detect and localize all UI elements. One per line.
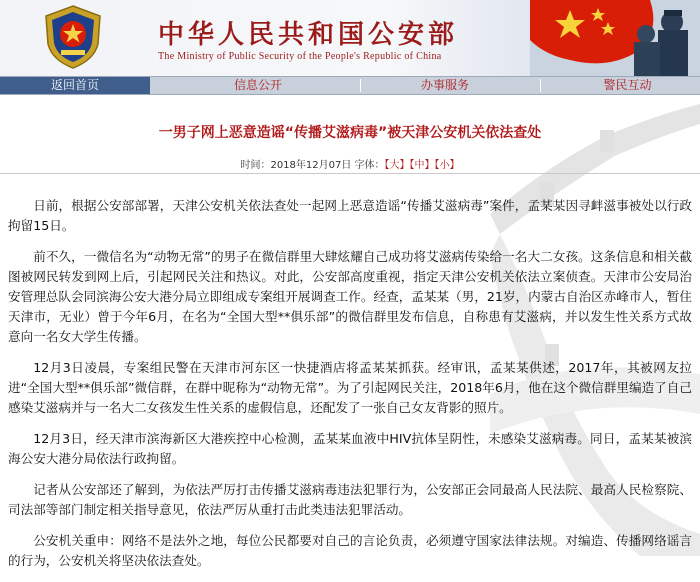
- article-body: [8, 196, 692, 582]
- site-title: 中华人民共和国公安部: [158, 20, 459, 50]
- site-subtitle: The Ministry of Public Security of the People's Republic of China: [158, 51, 442, 62]
- main-nav: [0, 76, 700, 95]
- nav-divider: [540, 79, 541, 92]
- nav-services[interactable]: 办事服务: [420, 78, 469, 92]
- divider: [0, 173, 700, 174]
- nav-home[interactable]: 返回首页: [0, 77, 150, 94]
- paragraph: 记者从公安部还了解到，为依法严厉打击传播艾滋病毒违法犯罪行为，公安部正会同最高人民法院、最高人民检察院、司法部等部门制定相关指导意见，依法严厉从重打击此类违法犯罪活动。: [8, 482, 692, 517]
- publish-date: 时间：2018年12月07日 字体：: [240, 160, 385, 171]
- nav-info-disclosure[interactable]: 信息公开: [233, 78, 282, 92]
- font-size-small-link[interactable]: 【小】: [434, 160, 460, 171]
- nav-divider: [360, 79, 361, 92]
- paragraph: 公安机关重申：网络不是法外之地，每位公民都要对自己的言论负责，必须遵守国家法律法规。对编造、传播网络谣言的行为，公安机关将坚决依法查处。: [8, 533, 692, 568]
- paragraph: 前不久，一微信名为“动物无常”的男子在微信群里大肆炫耀自己成功将艾滋病传染给一名大二女孩。这条信息和相关截图被网民转发到网上后，引起网民关注和热议。对此，公安部高度重视，指定天津公安机关依法立案侦查。天津市公安局治安管理总队会同滨海公安大港分局立即组成专案组开展调查工作。经查，孟某某（男，21岁，内蒙古自治区赤峰市人，暂住天津市，无业）曾于今年6月，在名为“全国大型**俱乐部”的微信群里发布信息，自称患有艾滋病，并以发生性关系方式故意向一名女大学生传播。: [8, 249, 692, 344]
- police-emblem-icon: [42, 4, 104, 70]
- article-title: 一男子网上恶意造谣“传播艾滋病毒”被天津公安机关依法查处: [158, 125, 542, 141]
- article-meta: [0, 156, 700, 171]
- flag-and-police-icon: [530, 0, 700, 76]
- paragraph: 12月3日，经天津市滨海新区大港疾控中心检测，孟某某血液中HIV抗体呈阴性，未感染艾滋病毒。同日，孟某某被滨海公安大港分局依法行政拘留。: [8, 431, 692, 466]
- paragraph: 日前，根据公安部部署，天津公安机关依法查处一起网上恶意造谣“传播艾滋病毒”案件，孟某某因寻衅滋事被处以行政拘留15日。: [8, 198, 692, 233]
- font-size-medium-link[interactable]: 【中】: [409, 160, 435, 171]
- site-header: [0, 0, 700, 76]
- nav-police-public-interaction[interactable]: 警民互动: [603, 78, 652, 92]
- font-size-large-link[interactable]: 【大】: [384, 160, 410, 171]
- paragraph: 12月3日凌晨，专案组民警在天津市河东区一快捷酒店将孟某某抓获。经审讯，孟某某供述，2017年，其被网友拉进“全国大型**俱乐部”微信群，在群中昵称为“动物无常”。为了引起网民关注，2018年6月，他在这个微信群里编造了自己感染艾滋病并与一名大二女孩发生性关系的虚假信息，还配发了一张自己女友背影的照片。: [8, 360, 692, 415]
